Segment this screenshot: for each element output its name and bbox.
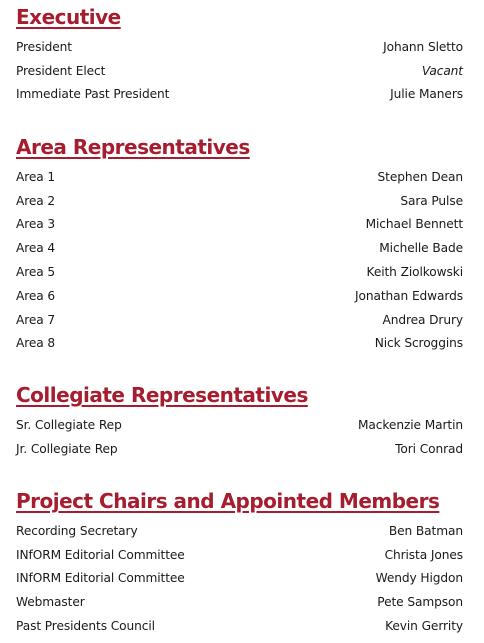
member-name: Ben Batman	[388, 523, 463, 538]
list-item	[16, 590, 463, 614]
list-item	[16, 437, 463, 461]
section-executive	[16, 4, 463, 106]
role-label: Immediate Past President	[16, 87, 170, 102]
executive-list	[16, 35, 463, 106]
list-item	[16, 284, 463, 308]
list-item	[16, 543, 463, 567]
member-name: Tori Conrad	[395, 441, 463, 456]
list-item	[16, 567, 463, 591]
member-name: Kevin Gerrity	[385, 619, 463, 634]
member-name: Sara Pulse	[400, 193, 463, 208]
member-name: Christa Jones	[384, 547, 463, 562]
role-label: Webmaster	[16, 595, 85, 610]
role-label: INfORM Editorial Committee	[16, 547, 185, 562]
list-item	[16, 332, 463, 356]
member-name: Johann Sletto	[383, 39, 463, 54]
list-item	[16, 614, 463, 638]
member-name: Andrea Drury	[382, 312, 463, 327]
role-label: Area 5	[16, 265, 56, 280]
list-item	[16, 236, 463, 260]
role-label: Area 6	[16, 288, 56, 303]
section-heading-project-chairs: Project Chairs and Appointed Members	[16, 489, 440, 513]
list-item	[16, 59, 463, 83]
list-item	[16, 413, 463, 437]
role-label: Area 1	[16, 169, 56, 184]
role-label: Area 4	[16, 241, 56, 256]
member-name: Michelle Bade	[379, 241, 463, 256]
list-item	[16, 213, 463, 237]
role-label: Area 7	[16, 312, 56, 327]
role-label: President Elect	[16, 63, 106, 78]
section-collegiate-representatives	[16, 382, 463, 461]
member-name: Wendy Higdon	[375, 571, 463, 586]
member-name: Stephen Dean	[377, 169, 463, 184]
list-item	[16, 35, 463, 59]
role-label: INfORM Editorial Committee	[16, 571, 185, 586]
section-area-representatives	[16, 134, 463, 355]
member-name: Michael Bennett	[365, 217, 463, 232]
member-name: Julie Maners	[390, 87, 463, 102]
role-label: Recording Secretary	[16, 523, 138, 538]
list-item	[16, 83, 463, 107]
section-heading-executive: Executive	[16, 5, 121, 29]
section-project-chairs	[16, 488, 463, 638]
role-label: Area 2	[16, 193, 56, 208]
role-label: President	[16, 39, 72, 54]
role-label: Sr. Collegiate Rep	[16, 417, 122, 432]
role-label: Jr. Collegiate Rep	[16, 441, 118, 456]
member-name: Nick Scroggins	[374, 336, 463, 351]
member-name: Pete Sampson	[377, 595, 463, 610]
list-item	[16, 165, 463, 189]
section-heading-area-representatives: Area Representatives	[16, 135, 250, 159]
member-name: Mackenzie Martin	[358, 417, 463, 432]
role-label: Past Presidents Council	[16, 619, 155, 634]
list-item	[16, 189, 463, 213]
area-list	[16, 165, 463, 355]
role-label: Area 8	[16, 336, 56, 351]
member-name: Keith Ziolkowski	[366, 265, 463, 280]
list-item	[16, 260, 463, 284]
project-list	[16, 519, 463, 638]
member-name: Vacant	[421, 63, 463, 78]
role-label: Area 3	[16, 217, 56, 232]
member-name: Jonathan Edwards	[355, 288, 463, 303]
section-heading-collegiate-representatives: Collegiate Representatives	[16, 383, 308, 407]
collegiate-list	[16, 413, 463, 461]
list-item	[16, 519, 463, 543]
list-item	[16, 308, 463, 332]
